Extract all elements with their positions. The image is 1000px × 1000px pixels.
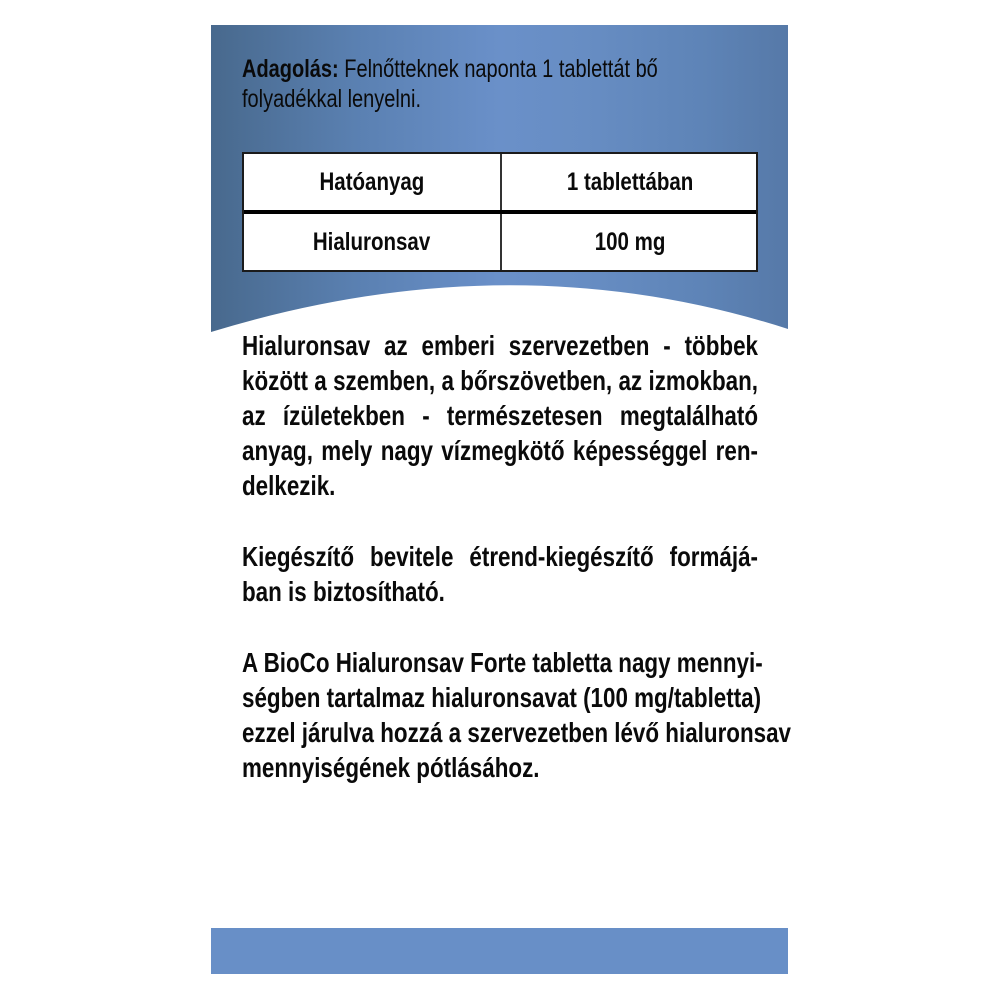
- paragraph-line: Hialuronsav az emberi szervezetben - többek: [242, 330, 758, 361]
- header-cell-ingredient: [244, 154, 502, 210]
- paragraph-line: delkezik.: [242, 470, 336, 501]
- header-cell-amount: [502, 154, 758, 210]
- paragraph-line: között a szemben, a bőrszövetben, az izmokban,: [242, 365, 758, 396]
- header-ingredient-label: Hatóanyag: [319, 167, 425, 196]
- dosage-text-1: Felnőtteknek naponta 1 tablettát bő: [338, 55, 658, 83]
- paragraph-line: ezzel járulva hozzá a szervezetben lévő hialuronsav: [242, 717, 792, 748]
- paragraph-supplement: [242, 539, 758, 609]
- ingredient-amount: 100 mg: [594, 227, 666, 256]
- table-header-row: [244, 154, 756, 214]
- footer-bar: [211, 928, 788, 974]
- dosage-instructions: [242, 54, 802, 114]
- paragraph-line: anyag, mely nagy vízmegkötő képességgel ren-: [242, 435, 758, 466]
- paragraph-line: A BioCo Hialuronsav Forte tabletta nagy mennyi-: [242, 647, 763, 678]
- paragraph-line: ségben tartalmaz hialuronsavat (100 mg/tabletta): [242, 682, 762, 713]
- ingredient-name: Hialuronsav: [313, 227, 431, 256]
- dosage-line-2: folyadékkal lenyelni.: [242, 85, 421, 113]
- cell-ingredient: [244, 214, 502, 270]
- paragraph-line: az ízületekben - természetesen megtalálható: [242, 400, 758, 431]
- header-amount-label: 1 tablettában: [566, 167, 694, 196]
- ingredient-table: [242, 152, 758, 272]
- paragraph-description: [242, 328, 758, 503]
- paragraph-line: mennyiségének pótlásához.: [242, 752, 540, 783]
- cell-amount: [502, 214, 758, 270]
- paragraph-product: [242, 645, 792, 785]
- paragraph-line: Kiegészítő bevitele étrend-kiegészítő formájá-: [242, 541, 758, 572]
- dosage-line-1: [242, 54, 802, 84]
- table-row: [244, 214, 756, 270]
- dosage-label: Adagolás:: [242, 55, 339, 83]
- paragraph-line: ban is biztosítható.: [242, 576, 445, 607]
